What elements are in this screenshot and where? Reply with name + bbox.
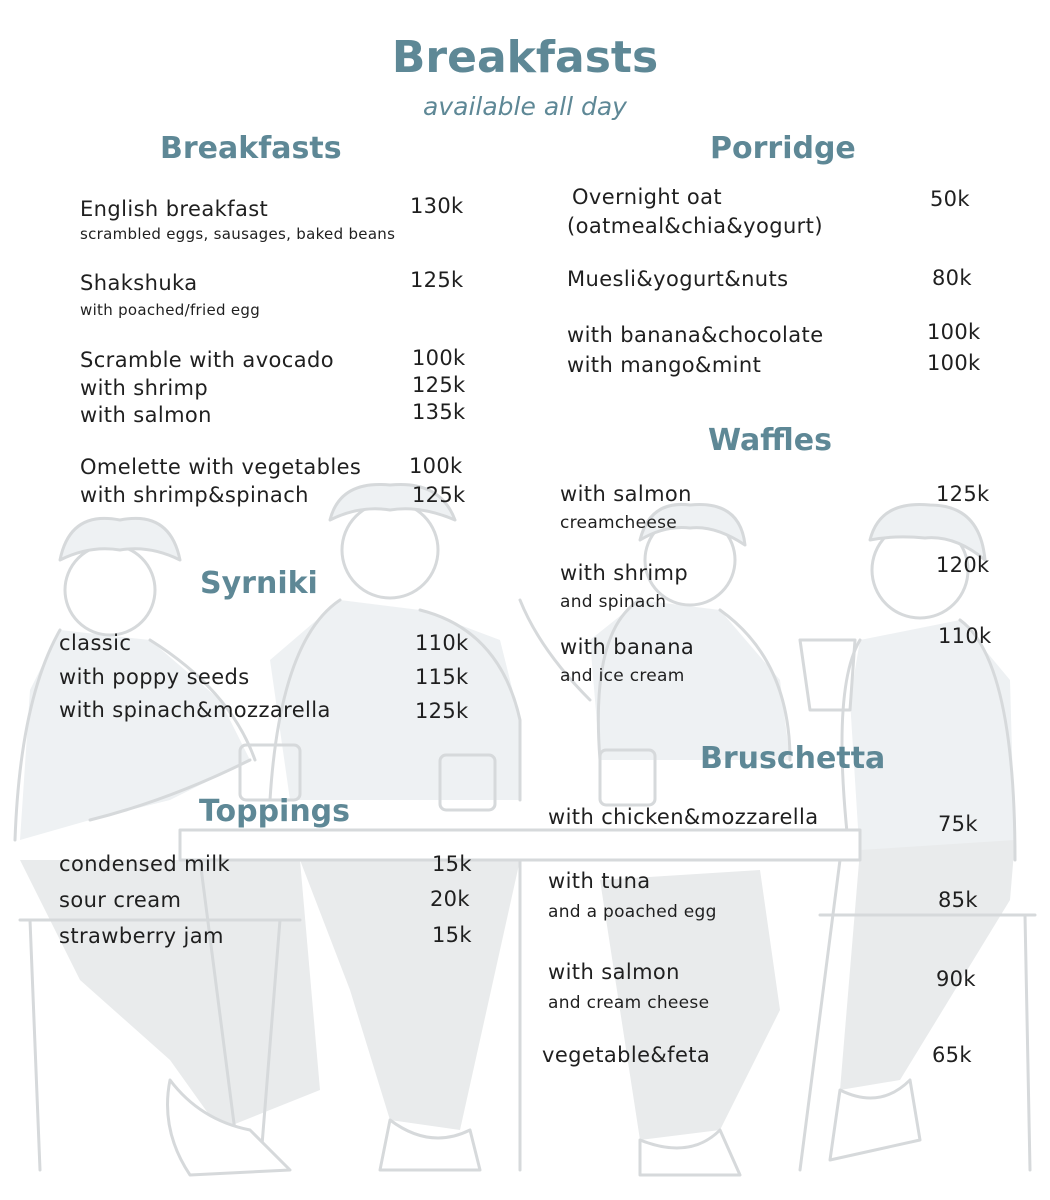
- menu-item-price: 130k: [410, 194, 464, 218]
- menu-item-name: Overnight oat: [572, 185, 722, 209]
- menu-item-name: with shrimp: [560, 561, 689, 585]
- menu-item-name: sour cream: [59, 888, 182, 912]
- menu-item-price: 75k: [938, 812, 978, 836]
- menu-item-price: 120k: [936, 553, 990, 577]
- section-title-waffles: Waffles: [708, 423, 832, 458]
- section-title-toppings: Toppings: [199, 794, 351, 829]
- menu-item-name: strawberry jam: [59, 924, 224, 948]
- menu-item-price: 100k: [927, 351, 981, 375]
- menu-item-price: 125k: [412, 373, 466, 397]
- menu-item-price: 110k: [415, 631, 469, 655]
- menu-item-price: 15k: [432, 852, 472, 876]
- menu-item-name: with banana: [560, 635, 695, 659]
- menu-item-price: 125k: [936, 482, 990, 506]
- menu-item-name: with mango&mint: [567, 353, 762, 377]
- menu-item-name: Shakshuka: [80, 271, 198, 295]
- menu-item-name: vegetable&feta: [542, 1043, 711, 1067]
- menu-item-name: with tuna: [548, 869, 651, 893]
- menu-item-desc: creamcheese: [560, 513, 678, 533]
- menu-item-name: Muesli&yogurt&nuts: [567, 267, 789, 291]
- menu-item-name: with salmon: [548, 960, 680, 984]
- menu-item-price: 110k: [938, 624, 992, 648]
- menu-item-name: with spinach&mozzarella: [59, 698, 331, 722]
- menu-item-price: 100k: [409, 454, 463, 478]
- menu-item-name: with salmon: [560, 482, 692, 506]
- menu-item-price: 115k: [415, 665, 469, 689]
- menu-item-desc: and a poached egg: [548, 902, 717, 922]
- menu-item-name: Omelette with vegetables: [80, 455, 362, 479]
- menu-item-name: Scramble with avocado: [80, 348, 334, 372]
- menu-item-price: 15k: [432, 923, 472, 947]
- menu-item-price: 125k: [415, 699, 469, 723]
- menu-item-name: with chicken&mozzarella: [548, 805, 819, 829]
- menu-item-name: with salmon: [80, 403, 212, 427]
- section-title-breakfasts: Breakfasts: [160, 131, 342, 166]
- menu-item-name: with shrimp&spinach: [80, 483, 309, 507]
- menu-item-price: 80k: [932, 266, 972, 290]
- menu-item-desc: and ice cream: [560, 666, 685, 686]
- menu-item-name: condensed milk: [59, 852, 231, 876]
- menu-item-desc: and spinach: [560, 592, 667, 612]
- page-title: Breakfasts: [391, 32, 659, 83]
- section-title-syrniki: Syrniki: [200, 566, 318, 601]
- menu-item-desc: with poached/fried egg: [80, 301, 261, 319]
- menu-item-price: 125k: [412, 483, 466, 507]
- menu-item-name: with banana&chocolate: [567, 323, 824, 347]
- menu-item-name: classic: [59, 631, 132, 655]
- menu-item-name: with poppy seeds: [59, 665, 250, 689]
- menu-item-name: English breakfast: [80, 197, 269, 221]
- section-title-bruschetta: Bruschetta: [700, 741, 886, 776]
- page-subtitle: available all day: [423, 92, 627, 121]
- menu-item-price: 135k: [412, 400, 466, 424]
- menu-item-name: with shrimp: [80, 376, 209, 400]
- menu-item-name-line2: (oatmeal&chia&yogurt): [567, 214, 823, 238]
- menu-item-desc: and cream cheese: [548, 993, 710, 1013]
- menu-item-price: 85k: [938, 888, 978, 912]
- section-title-porridge: Porridge: [710, 131, 856, 166]
- menu-item-price: 20k: [430, 887, 470, 911]
- menu-item-price: 90k: [936, 967, 976, 991]
- menu-item-price: 100k: [927, 320, 981, 344]
- menu-item-price: 50k: [930, 187, 970, 211]
- menu-item-price: 125k: [410, 268, 464, 292]
- menu-item-desc: scrambled eggs, sausages, baked beans: [80, 225, 396, 243]
- menu-item-price: 100k: [412, 346, 466, 370]
- menu-item-price: 65k: [932, 1043, 972, 1067]
